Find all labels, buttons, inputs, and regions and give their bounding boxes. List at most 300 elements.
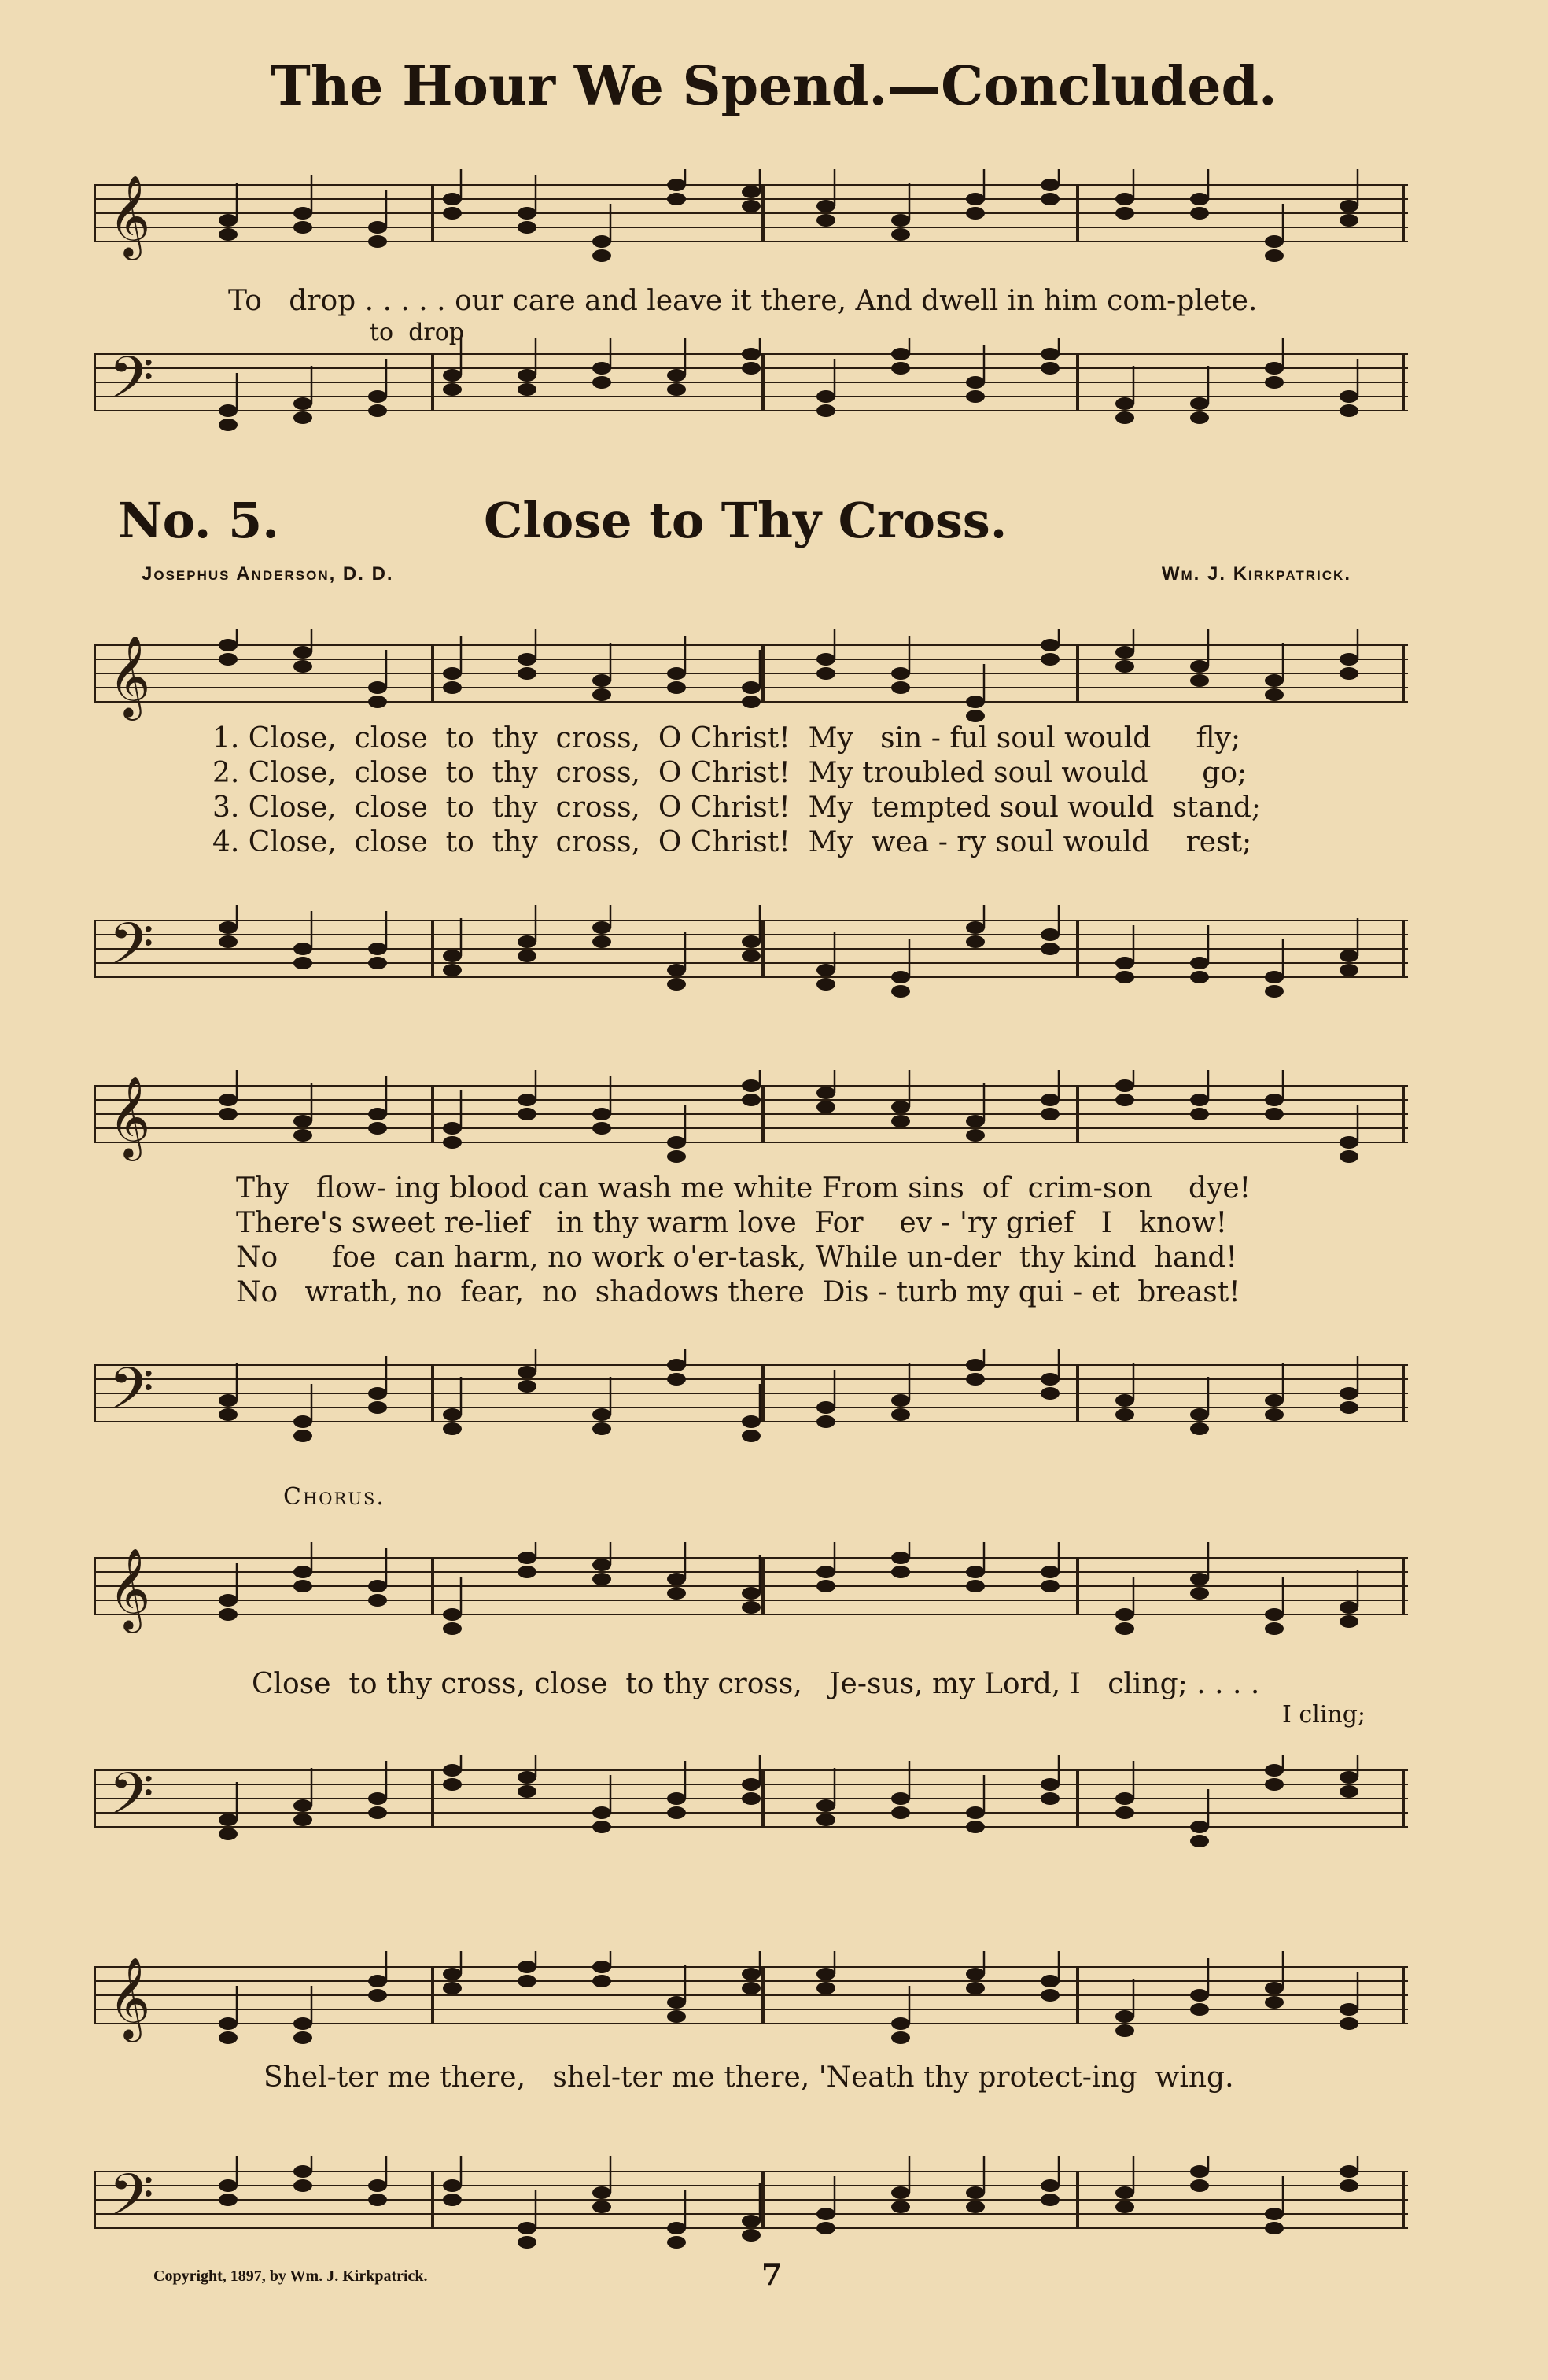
clef-icon: 𝄞 bbox=[109, 635, 151, 718]
note-head bbox=[219, 2179, 238, 2192]
note-head bbox=[518, 653, 536, 666]
note-head bbox=[667, 1136, 686, 1149]
note-head bbox=[966, 1982, 985, 1994]
note-head bbox=[293, 957, 312, 969]
bass-staff bbox=[94, 1349, 1408, 1444]
note-head bbox=[219, 228, 238, 241]
note-head bbox=[1190, 2179, 1209, 2192]
note-head bbox=[1265, 235, 1284, 248]
note-head bbox=[1190, 674, 1209, 687]
note-head bbox=[518, 950, 536, 962]
note-head bbox=[1041, 639, 1060, 651]
note-head bbox=[592, 2201, 611, 2213]
clef-icon: 𝄢 bbox=[109, 1760, 154, 1843]
note-head bbox=[891, 1552, 910, 1564]
staff-drawing bbox=[94, 1951, 1408, 2046]
verse-1-line-1: 1. Close, close to thy cross, O Christ! My sin - ful soul would fly; bbox=[212, 722, 1241, 755]
note-head bbox=[219, 2017, 238, 2030]
note-head bbox=[1190, 971, 1209, 983]
note-head bbox=[1340, 390, 1358, 403]
note-head bbox=[219, 1594, 238, 1607]
note-head bbox=[966, 1806, 985, 1819]
note-head bbox=[1115, 1079, 1134, 1092]
staff-drawing bbox=[94, 169, 1408, 264]
note-head bbox=[1340, 2179, 1358, 2192]
note-head bbox=[1115, 1792, 1134, 1805]
note-head bbox=[891, 2031, 910, 2044]
note-head bbox=[368, 943, 387, 955]
note-head bbox=[1115, 397, 1134, 410]
note-head bbox=[1041, 2194, 1060, 2206]
note-head bbox=[1265, 1778, 1284, 1791]
note-head bbox=[1340, 1785, 1358, 1798]
note-head bbox=[518, 1566, 536, 1578]
note-head bbox=[592, 1573, 611, 1585]
note-head bbox=[293, 1566, 312, 1578]
note-head bbox=[891, 1792, 910, 1805]
note-head bbox=[667, 978, 686, 991]
note-head bbox=[592, 935, 611, 948]
note-head bbox=[1190, 1108, 1209, 1120]
note-head bbox=[966, 207, 985, 220]
note-head bbox=[891, 1566, 910, 1578]
note-head bbox=[1115, 660, 1134, 673]
note-head bbox=[368, 1387, 387, 1400]
note-head bbox=[816, 1087, 835, 1099]
note-head bbox=[742, 1982, 761, 1994]
echo-lyric: to drop bbox=[370, 319, 464, 346]
note-head bbox=[443, 667, 462, 680]
hymn-number: No. 5. bbox=[118, 492, 279, 549]
note-head bbox=[891, 2201, 910, 2213]
note-head bbox=[518, 207, 536, 220]
note-head bbox=[293, 1115, 312, 1127]
note-head bbox=[592, 1408, 611, 1421]
note-head bbox=[592, 1961, 611, 1973]
note-head bbox=[1190, 1094, 1209, 1106]
note-head bbox=[1115, 1608, 1134, 1621]
note-head bbox=[1265, 2222, 1284, 2234]
note-head bbox=[1190, 1573, 1209, 1585]
page-number: 7 bbox=[761, 2256, 783, 2292]
note-head bbox=[1265, 376, 1284, 389]
note-head bbox=[293, 397, 312, 410]
hymn-title: Close to Thy Cross. bbox=[484, 492, 1008, 549]
note-head bbox=[1190, 207, 1209, 220]
note-head bbox=[219, 404, 238, 417]
chorus-echo: I cling; bbox=[1282, 1701, 1366, 1729]
note-head bbox=[1041, 1778, 1060, 1791]
note-head bbox=[443, 1764, 462, 1777]
note-head bbox=[518, 1785, 536, 1798]
note-head bbox=[1115, 971, 1134, 983]
note-head bbox=[816, 214, 835, 227]
note-head bbox=[1041, 179, 1060, 191]
note-head bbox=[816, 1101, 835, 1113]
note-head bbox=[742, 2215, 761, 2227]
note-head bbox=[1115, 1094, 1134, 1106]
clef-icon: 𝄞 bbox=[109, 1957, 151, 2039]
note-head bbox=[1115, 1622, 1134, 1635]
note-head bbox=[1041, 193, 1060, 205]
note-head bbox=[966, 2186, 985, 2199]
note-head bbox=[667, 179, 686, 191]
note-head bbox=[1265, 1622, 1284, 1635]
note-head bbox=[1265, 1094, 1284, 1106]
note-head bbox=[966, 710, 985, 722]
note-head bbox=[518, 1975, 536, 1987]
note-head bbox=[1265, 1408, 1284, 1421]
note-head bbox=[518, 1552, 536, 1564]
note-head bbox=[368, 1594, 387, 1607]
note-head bbox=[1041, 1387, 1060, 1400]
staff-drawing bbox=[94, 1070, 1408, 1164]
staff-drawing bbox=[94, 338, 1408, 433]
note-head bbox=[1190, 411, 1209, 424]
note-head bbox=[891, 2017, 910, 2030]
note-head bbox=[966, 376, 985, 389]
note-head bbox=[1115, 411, 1134, 424]
continued-hymn-title: The Hour We Spend.—Concluded. bbox=[271, 55, 1277, 118]
note-head bbox=[1265, 249, 1284, 262]
note-head bbox=[293, 221, 312, 234]
note-head bbox=[443, 1408, 462, 1421]
note-head bbox=[966, 1580, 985, 1592]
note-head bbox=[592, 1422, 611, 1435]
note-head bbox=[966, 390, 985, 403]
note-head bbox=[592, 2186, 611, 2199]
chorus-lyric-2: Shel-ter me there, shel-ter me there, 'Neath thy protect-ing wing. bbox=[264, 2061, 1234, 2094]
note-head bbox=[742, 1778, 761, 1791]
note-head bbox=[443, 193, 462, 205]
note-head bbox=[891, 971, 910, 983]
chorus-lyric-1: Close to thy cross, close to thy cross, Je-sus, my Lord, I cling; . . . . bbox=[252, 1668, 1260, 1700]
note-head bbox=[518, 1108, 536, 1120]
note-head bbox=[1340, 950, 1358, 962]
note-head bbox=[966, 921, 985, 934]
copyright-notice: Copyright, 1897, by Wm. J. Kirkpatrick. bbox=[153, 2267, 428, 2285]
note-head bbox=[742, 1601, 761, 1614]
note-head bbox=[1190, 193, 1209, 205]
note-head bbox=[1340, 1601, 1358, 1614]
note-head bbox=[966, 935, 985, 948]
note-head bbox=[667, 964, 686, 976]
note-head bbox=[966, 1968, 985, 1980]
note-head bbox=[592, 1122, 611, 1135]
note-head bbox=[891, 1115, 910, 1127]
verse-1-line-2: Thy flow- ing blood can wash me white From sins of crim-son dye! bbox=[236, 1172, 1251, 1205]
note-head bbox=[667, 369, 686, 382]
note-head bbox=[667, 681, 686, 694]
note-head bbox=[742, 1792, 761, 1805]
note-head bbox=[293, 2179, 312, 2192]
note-head bbox=[518, 1366, 536, 1378]
note-head bbox=[443, 1136, 462, 1149]
note-head bbox=[1340, 1615, 1358, 1628]
note-head bbox=[518, 1380, 536, 1393]
note-head bbox=[1041, 348, 1060, 360]
note-head bbox=[667, 2222, 686, 2234]
note-head bbox=[1115, 1806, 1134, 1819]
note-head bbox=[891, 1408, 910, 1421]
note-head bbox=[1115, 1408, 1134, 1421]
note-head bbox=[1265, 985, 1284, 998]
note-head bbox=[1115, 2024, 1134, 2037]
note-head bbox=[592, 1821, 611, 1833]
note-head bbox=[1340, 667, 1358, 680]
note-head bbox=[742, 681, 761, 694]
clef-icon: 𝄢 bbox=[109, 910, 154, 993]
staff-drawing bbox=[94, 905, 1408, 999]
note-head bbox=[966, 1359, 985, 1371]
note-head bbox=[368, 1792, 387, 1805]
note-head bbox=[742, 696, 761, 708]
note-head bbox=[443, 207, 462, 220]
note-head bbox=[518, 2222, 536, 2234]
note-head bbox=[1190, 2003, 1209, 2016]
note-head bbox=[1265, 2208, 1284, 2220]
note-head bbox=[891, 362, 910, 375]
note-head bbox=[293, 1580, 312, 1592]
note-head bbox=[219, 1394, 238, 1407]
bass-staff bbox=[94, 905, 1408, 999]
note-head bbox=[293, 1430, 312, 1442]
note-head bbox=[443, 1122, 462, 1135]
note-head bbox=[966, 1115, 985, 1127]
staff-drawing bbox=[94, 1542, 1408, 1636]
verse-4-line-2: No wrath, no fear, no shadows there Dis - turb my qui - et breast! bbox=[236, 1276, 1240, 1308]
note-head bbox=[293, 943, 312, 955]
clef-icon: 𝄞 bbox=[109, 175, 151, 257]
note-head bbox=[219, 214, 238, 227]
note-head bbox=[443, 964, 462, 976]
note-head bbox=[891, 1394, 910, 1407]
clef-icon: 𝄢 bbox=[109, 1355, 154, 1437]
note-head bbox=[293, 660, 312, 673]
note-head bbox=[1190, 1422, 1209, 1435]
note-head bbox=[1041, 653, 1060, 666]
note-head bbox=[368, 390, 387, 403]
note-head bbox=[518, 221, 536, 234]
note-head bbox=[368, 957, 387, 969]
note-head bbox=[443, 2179, 462, 2192]
note-head bbox=[816, 1401, 835, 1414]
note-head bbox=[1041, 1566, 1060, 1578]
note-head bbox=[443, 1778, 462, 1791]
note-head bbox=[1115, 957, 1134, 969]
note-head bbox=[368, 1806, 387, 1819]
note-head bbox=[1265, 1394, 1284, 1407]
note-head bbox=[219, 419, 238, 431]
note-head bbox=[1340, 404, 1358, 417]
note-head bbox=[518, 1094, 536, 1106]
composer-credit: Wm. J. Kirkpatrick. bbox=[1161, 563, 1351, 585]
chorus-label: Chorus. bbox=[283, 1483, 385, 1511]
note-head bbox=[368, 1580, 387, 1592]
note-head bbox=[966, 1821, 985, 1833]
note-head bbox=[443, 1622, 462, 1635]
note-head bbox=[891, 1101, 910, 1113]
note-head bbox=[1340, 964, 1358, 976]
note-head bbox=[219, 921, 238, 934]
note-head bbox=[1190, 1587, 1209, 1600]
note-head bbox=[1265, 362, 1284, 375]
note-head bbox=[1115, 193, 1134, 205]
staff-drawing bbox=[94, 629, 1408, 724]
note-head bbox=[816, 404, 835, 417]
note-head bbox=[293, 411, 312, 424]
note-head bbox=[219, 1108, 238, 1120]
verse-3-line-2: No foe can harm, no work o'er-task, While un-der thy kind hand! bbox=[236, 1242, 1237, 1274]
note-head bbox=[368, 681, 387, 694]
note-head bbox=[518, 1771, 536, 1784]
note-head bbox=[368, 2179, 387, 2192]
note-head bbox=[742, 362, 761, 375]
staff-drawing bbox=[94, 1755, 1408, 1849]
note-head bbox=[368, 235, 387, 248]
note-head bbox=[1265, 1982, 1284, 1994]
note-head bbox=[667, 1792, 686, 1805]
note-head bbox=[518, 383, 536, 396]
note-head bbox=[816, 200, 835, 212]
note-head bbox=[368, 1975, 387, 1987]
note-head bbox=[742, 186, 761, 198]
treble-staff bbox=[94, 1542, 1408, 1636]
note-head bbox=[742, 1587, 761, 1600]
note-head bbox=[293, 646, 312, 659]
note-head bbox=[891, 681, 910, 694]
note-head bbox=[1265, 1608, 1284, 1621]
note-head bbox=[1115, 207, 1134, 220]
note-head bbox=[1265, 1764, 1284, 1777]
clef-icon: 𝄢 bbox=[109, 344, 154, 426]
note-head bbox=[443, 950, 462, 962]
note-head bbox=[592, 1108, 611, 1120]
note-head bbox=[1041, 1792, 1060, 1805]
note-head bbox=[1115, 2201, 1134, 2213]
note-head bbox=[742, 1079, 761, 1092]
note-head bbox=[518, 1961, 536, 1973]
note-head bbox=[592, 674, 611, 687]
note-head bbox=[1190, 1989, 1209, 2002]
note-head bbox=[742, 950, 761, 962]
note-head bbox=[1041, 1975, 1060, 1987]
note-head bbox=[1340, 2165, 1358, 2178]
note-head bbox=[518, 369, 536, 382]
note-head bbox=[293, 207, 312, 220]
note-head bbox=[966, 1566, 985, 1578]
note-head bbox=[1041, 1108, 1060, 1120]
note-head bbox=[1190, 1835, 1209, 1847]
note-head bbox=[219, 935, 238, 948]
note-head bbox=[891, 1806, 910, 1819]
note-head bbox=[667, 383, 686, 396]
note-head bbox=[742, 1968, 761, 1980]
note-head bbox=[592, 235, 611, 248]
note-head bbox=[966, 1373, 985, 1386]
note-head bbox=[742, 1094, 761, 1106]
note-head bbox=[1041, 1989, 1060, 2002]
note-head bbox=[816, 1968, 835, 1980]
note-head bbox=[816, 1982, 835, 1994]
note-head bbox=[667, 193, 686, 205]
note-head bbox=[742, 1430, 761, 1442]
verse-4-line-1: 4. Close, close to thy cross, O Christ! My wea - ry soul would rest; bbox=[212, 826, 1252, 858]
lyric-line: To drop . . . . . our care and leave it there, And dwell in him com-plete. bbox=[228, 285, 1258, 317]
note-head bbox=[1041, 2179, 1060, 2192]
note-head bbox=[293, 2031, 312, 2044]
note-head bbox=[816, 978, 835, 991]
note-head bbox=[518, 2236, 536, 2249]
note-head bbox=[1041, 362, 1060, 375]
note-head bbox=[1041, 1094, 1060, 1106]
note-head bbox=[891, 2186, 910, 2199]
note-head bbox=[368, 1401, 387, 1414]
note-head bbox=[443, 1422, 462, 1435]
note-head bbox=[368, 2194, 387, 2206]
note-head bbox=[667, 1573, 686, 1585]
note-head bbox=[443, 383, 462, 396]
note-head bbox=[592, 1559, 611, 1571]
note-head bbox=[966, 2201, 985, 2213]
note-head bbox=[1265, 1108, 1284, 1120]
clef-icon: 𝄞 bbox=[109, 1548, 151, 1630]
note-head bbox=[592, 376, 611, 389]
staff-drawing bbox=[94, 1349, 1408, 1444]
treble-staff bbox=[94, 629, 1408, 724]
note-head bbox=[443, 369, 462, 382]
note-head bbox=[1340, 1387, 1358, 1400]
note-head bbox=[1340, 214, 1358, 227]
note-head bbox=[293, 1415, 312, 1428]
note-head bbox=[667, 1359, 686, 1371]
treble-staff bbox=[94, 1951, 1408, 2046]
note-head bbox=[368, 696, 387, 708]
note-head bbox=[1190, 1821, 1209, 1833]
note-head bbox=[219, 1408, 238, 1421]
note-head bbox=[742, 200, 761, 212]
note-head bbox=[816, 390, 835, 403]
note-head bbox=[1041, 928, 1060, 941]
note-head bbox=[293, 1799, 312, 1812]
note-head bbox=[1265, 971, 1284, 983]
bass-staff bbox=[94, 1755, 1408, 1849]
note-head bbox=[368, 1108, 387, 1120]
note-head bbox=[1340, 200, 1358, 212]
note-head bbox=[1115, 646, 1134, 659]
note-head bbox=[518, 667, 536, 680]
note-head bbox=[667, 2010, 686, 2023]
note-head bbox=[667, 1150, 686, 1163]
note-head bbox=[891, 348, 910, 360]
note-head bbox=[592, 688, 611, 701]
note-head bbox=[219, 653, 238, 666]
note-head bbox=[443, 1968, 462, 1980]
note-head bbox=[1041, 943, 1060, 955]
note-head bbox=[293, 1129, 312, 1142]
note-head bbox=[219, 1608, 238, 1621]
note-head bbox=[1190, 957, 1209, 969]
note-head bbox=[1340, 1150, 1358, 1163]
note-head bbox=[742, 2229, 761, 2242]
bass-staff bbox=[94, 338, 1408, 433]
note-head bbox=[742, 1415, 761, 1428]
clef-icon: 𝄢 bbox=[109, 2161, 154, 2244]
note-head bbox=[891, 667, 910, 680]
note-head bbox=[592, 1806, 611, 1819]
note-head bbox=[966, 1129, 985, 1142]
author-credit: Josephus Anderson, D. D. bbox=[142, 563, 394, 585]
